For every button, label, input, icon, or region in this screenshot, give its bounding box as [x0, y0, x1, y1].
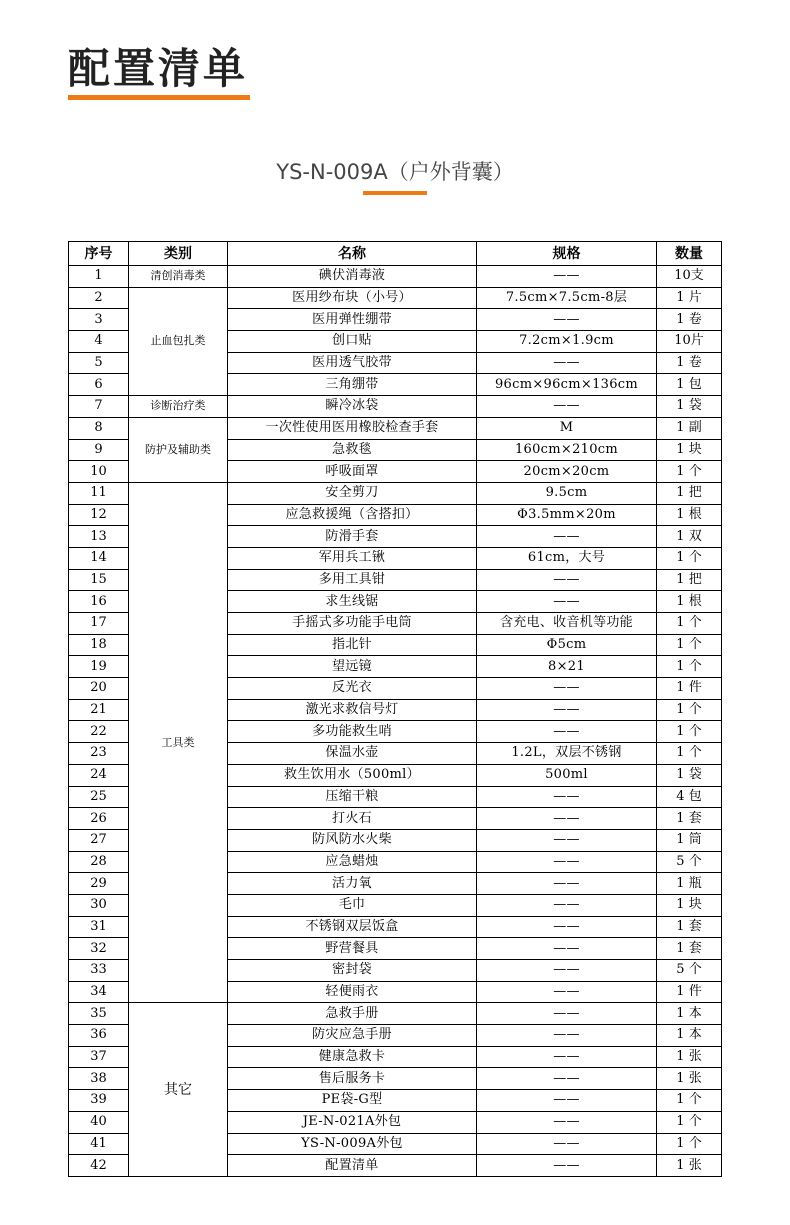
row-number: 20 [69, 678, 129, 700]
item-spec: —— [477, 960, 657, 982]
category-cell: 止血包扎类 [129, 287, 228, 395]
item-quantity: 1 副 [657, 417, 722, 439]
item-quantity: 4 包 [657, 786, 722, 808]
item-name: 医用弹性绷带 [228, 309, 477, 331]
item-spec: 1.2L，双层不锈钢 [477, 743, 657, 765]
item-quantity: 5 个 [657, 851, 722, 873]
item-spec: 160cm×210cm [477, 439, 657, 461]
item-spec: —— [477, 1046, 657, 1068]
item-quantity: 1 袋 [657, 396, 722, 418]
item-name: 医用透气胶带 [228, 352, 477, 374]
item-name: 瞬冷冰袋 [228, 396, 477, 418]
category-cell: 诊断治疗类 [129, 396, 228, 418]
row-number: 23 [69, 743, 129, 765]
row-number: 6 [69, 374, 129, 396]
item-spec: —— [477, 699, 657, 721]
row-number: 22 [69, 721, 129, 743]
item-quantity: 5 个 [657, 960, 722, 982]
item-quantity: 1 卷 [657, 352, 722, 374]
item-name: 医用纱布块（小号） [228, 287, 477, 309]
item-spec: —— [477, 1111, 657, 1133]
header-name: 名称 [228, 242, 477, 266]
header-no: 序号 [69, 242, 129, 266]
table-row [69, 482, 722, 504]
item-spec: —— [477, 829, 657, 851]
page-title: 配置清单 [68, 44, 249, 93]
row-number: 35 [69, 1003, 129, 1025]
row-number: 40 [69, 1111, 129, 1133]
item-spec: —— [477, 786, 657, 808]
item-name: 保温水壶 [228, 743, 477, 765]
table-body [69, 266, 722, 1177]
row-number: 42 [69, 1155, 129, 1177]
row-number: 9 [69, 439, 129, 461]
item-quantity: 1 套 [657, 938, 722, 960]
row-number: 39 [69, 1090, 129, 1112]
row-number: 12 [69, 504, 129, 526]
row-number: 25 [69, 786, 129, 808]
item-spec: —— [477, 916, 657, 938]
row-number: 1 [69, 266, 129, 288]
item-name: 手摇式多功能手电筒 [228, 613, 477, 635]
item-name: 指北针 [228, 634, 477, 656]
item-spec: —— [477, 721, 657, 743]
header-spec: 规格 [477, 242, 657, 266]
item-name: 毛巾 [228, 894, 477, 916]
title-underline [68, 95, 250, 100]
item-name: 急救手册 [228, 1003, 477, 1025]
row-number: 4 [69, 331, 129, 353]
item-spec: M [477, 417, 657, 439]
item-quantity: 1 个 [657, 547, 722, 569]
item-spec: —— [477, 396, 657, 418]
row-number: 38 [69, 1068, 129, 1090]
row-number: 28 [69, 851, 129, 873]
row-number: 27 [69, 829, 129, 851]
item-spec: —— [477, 1133, 657, 1155]
item-quantity: 1 套 [657, 808, 722, 830]
item-name: 活力氧 [228, 873, 477, 895]
item-quantity: 1 根 [657, 591, 722, 613]
item-name: YS-N-009A外包 [228, 1133, 477, 1155]
row-number: 19 [69, 656, 129, 678]
item-spec: 含充电、收音机等功能 [477, 613, 657, 635]
item-name: 望远镜 [228, 656, 477, 678]
row-number: 37 [69, 1046, 129, 1068]
table-row [69, 287, 722, 309]
item-spec: 61cm，大号 [477, 547, 657, 569]
subtitle-underline [363, 191, 427, 195]
item-spec: —— [477, 266, 657, 288]
row-number: 21 [69, 699, 129, 721]
table-row [69, 266, 722, 288]
item-name: 密封袋 [228, 960, 477, 982]
item-name: 压缩干粮 [228, 786, 477, 808]
item-quantity: 1 个 [657, 743, 722, 765]
item-spec: 500ml [477, 764, 657, 786]
item-name: 一次性使用医用橡胶检查手套 [228, 417, 477, 439]
item-quantity: 1 张 [657, 1155, 722, 1177]
item-spec: —— [477, 1025, 657, 1047]
row-number: 31 [69, 916, 129, 938]
item-name: 碘伏消毒液 [228, 266, 477, 288]
row-number: 29 [69, 873, 129, 895]
item-quantity: 1 个 [657, 634, 722, 656]
item-spec: —— [477, 678, 657, 700]
item-spec: —— [477, 1068, 657, 1090]
row-number: 14 [69, 547, 129, 569]
item-name: 急救毯 [228, 439, 477, 461]
item-name: 健康急救卡 [228, 1046, 477, 1068]
item-spec: —— [477, 938, 657, 960]
item-name: 防灾应急手册 [228, 1025, 477, 1047]
item-spec: —— [477, 894, 657, 916]
item-quantity: 1 袋 [657, 764, 722, 786]
item-name: 应急蜡烛 [228, 851, 477, 873]
item-spec: —— [477, 352, 657, 374]
item-name: 求生线锯 [228, 591, 477, 613]
category-cell: 清创消毒类 [129, 266, 228, 288]
row-number: 18 [69, 634, 129, 656]
row-number: 3 [69, 309, 129, 331]
item-name: 反光衣 [228, 678, 477, 700]
row-number: 2 [69, 287, 129, 309]
item-name: 轻便雨衣 [228, 981, 477, 1003]
item-name: 售后服务卡 [228, 1068, 477, 1090]
item-quantity: 1 把 [657, 569, 722, 591]
item-name: 多功能救生哨 [228, 721, 477, 743]
row-number: 17 [69, 613, 129, 635]
category-cell: 防护及辅助类 [129, 417, 228, 482]
item-name: JE-N-021A外包 [228, 1111, 477, 1133]
row-number: 30 [69, 894, 129, 916]
item-name: 防风防水火柴 [228, 829, 477, 851]
item-quantity: 1 本 [657, 1025, 722, 1047]
row-number: 5 [69, 352, 129, 374]
row-number: 24 [69, 764, 129, 786]
item-spec: 20cm×20cm [477, 461, 657, 483]
item-spec: —— [477, 309, 657, 331]
product-subtitle: YS-N-009A（户外背囊） [276, 160, 514, 184]
row-number: 10 [69, 461, 129, 483]
item-name: 创口贴 [228, 331, 477, 353]
row-number: 11 [69, 482, 129, 504]
item-quantity: 1 根 [657, 504, 722, 526]
item-quantity: 1 瓶 [657, 873, 722, 895]
item-quantity: 1 块 [657, 439, 722, 461]
config-table [68, 241, 722, 1177]
category-cell: 其它 [129, 1003, 228, 1177]
item-spec: —— [477, 1090, 657, 1112]
row-number: 33 [69, 960, 129, 982]
table-row [69, 417, 722, 439]
row-number: 15 [69, 569, 129, 591]
item-spec: —— [477, 851, 657, 873]
item-quantity: 1 个 [657, 461, 722, 483]
item-name: 配置清单 [228, 1155, 477, 1177]
row-number: 32 [69, 938, 129, 960]
table-row [69, 396, 722, 418]
item-spec: Φ3.5mm×20m [477, 504, 657, 526]
item-name: 多用工具钳 [228, 569, 477, 591]
row-number: 16 [69, 591, 129, 613]
item-quantity: 1 个 [657, 1111, 722, 1133]
item-quantity: 1 卷 [657, 309, 722, 331]
item-spec: —— [477, 591, 657, 613]
row-number: 34 [69, 981, 129, 1003]
item-quantity: 1 张 [657, 1046, 722, 1068]
item-name: 呼吸面罩 [228, 461, 477, 483]
table-header-row [69, 242, 722, 266]
item-spec: Φ5cm [477, 634, 657, 656]
item-quantity: 1 把 [657, 482, 722, 504]
row-number: 8 [69, 417, 129, 439]
item-name: 应急救援绳（含搭扣） [228, 504, 477, 526]
row-number: 41 [69, 1133, 129, 1155]
item-quantity: 1 个 [657, 1090, 722, 1112]
item-spec: 96cm×96cm×136cm [477, 374, 657, 396]
item-quantity: 1 张 [657, 1068, 722, 1090]
item-quantity: 1 筒 [657, 829, 722, 851]
category-cell: 工具类 [129, 482, 228, 1003]
item-quantity: 10支 [657, 266, 722, 288]
item-spec: —— [477, 569, 657, 591]
item-name: 野营餐具 [228, 938, 477, 960]
item-name: PE袋-G型 [228, 1090, 477, 1112]
item-quantity: 1 块 [657, 894, 722, 916]
item-quantity: 1 本 [657, 1003, 722, 1025]
row-number: 7 [69, 396, 129, 418]
item-name: 不锈钢双层饭盒 [228, 916, 477, 938]
item-spec: —— [477, 1003, 657, 1025]
item-spec: —— [477, 873, 657, 895]
item-spec: 9.5cm [477, 482, 657, 504]
item-spec: —— [477, 981, 657, 1003]
row-number: 26 [69, 808, 129, 830]
item-spec: 7.5cm×7.5cm-8层 [477, 287, 657, 309]
item-name: 三角绷带 [228, 374, 477, 396]
item-quantity: 10片 [657, 331, 722, 353]
row-number: 36 [69, 1025, 129, 1047]
item-name: 军用兵工锹 [228, 547, 477, 569]
item-quantity: 1 件 [657, 981, 722, 1003]
item-spec: —— [477, 526, 657, 548]
item-name: 打火石 [228, 808, 477, 830]
item-name: 激光求救信号灯 [228, 699, 477, 721]
header-qty: 数量 [657, 242, 722, 266]
item-quantity: 1 个 [657, 613, 722, 635]
item-name: 防滑手套 [228, 526, 477, 548]
header-category: 类别 [129, 242, 228, 266]
item-name: 安全剪刀 [228, 482, 477, 504]
item-quantity: 1 个 [657, 1133, 722, 1155]
item-quantity: 1 双 [657, 526, 722, 548]
item-quantity: 1 件 [657, 678, 722, 700]
item-quantity: 1 个 [657, 699, 722, 721]
item-quantity: 1 个 [657, 721, 722, 743]
item-quantity: 1 包 [657, 374, 722, 396]
item-quantity: 1 套 [657, 916, 722, 938]
item-quantity: 1 片 [657, 287, 722, 309]
item-spec: —— [477, 808, 657, 830]
row-number: 13 [69, 526, 129, 548]
item-spec: —— [477, 1155, 657, 1177]
item-spec: 8×21 [477, 656, 657, 678]
item-name: 救生饮用水（500ml） [228, 764, 477, 786]
item-spec: 7.2cm×1.9cm [477, 331, 657, 353]
table-row [69, 1003, 722, 1025]
item-quantity: 1 个 [657, 656, 722, 678]
